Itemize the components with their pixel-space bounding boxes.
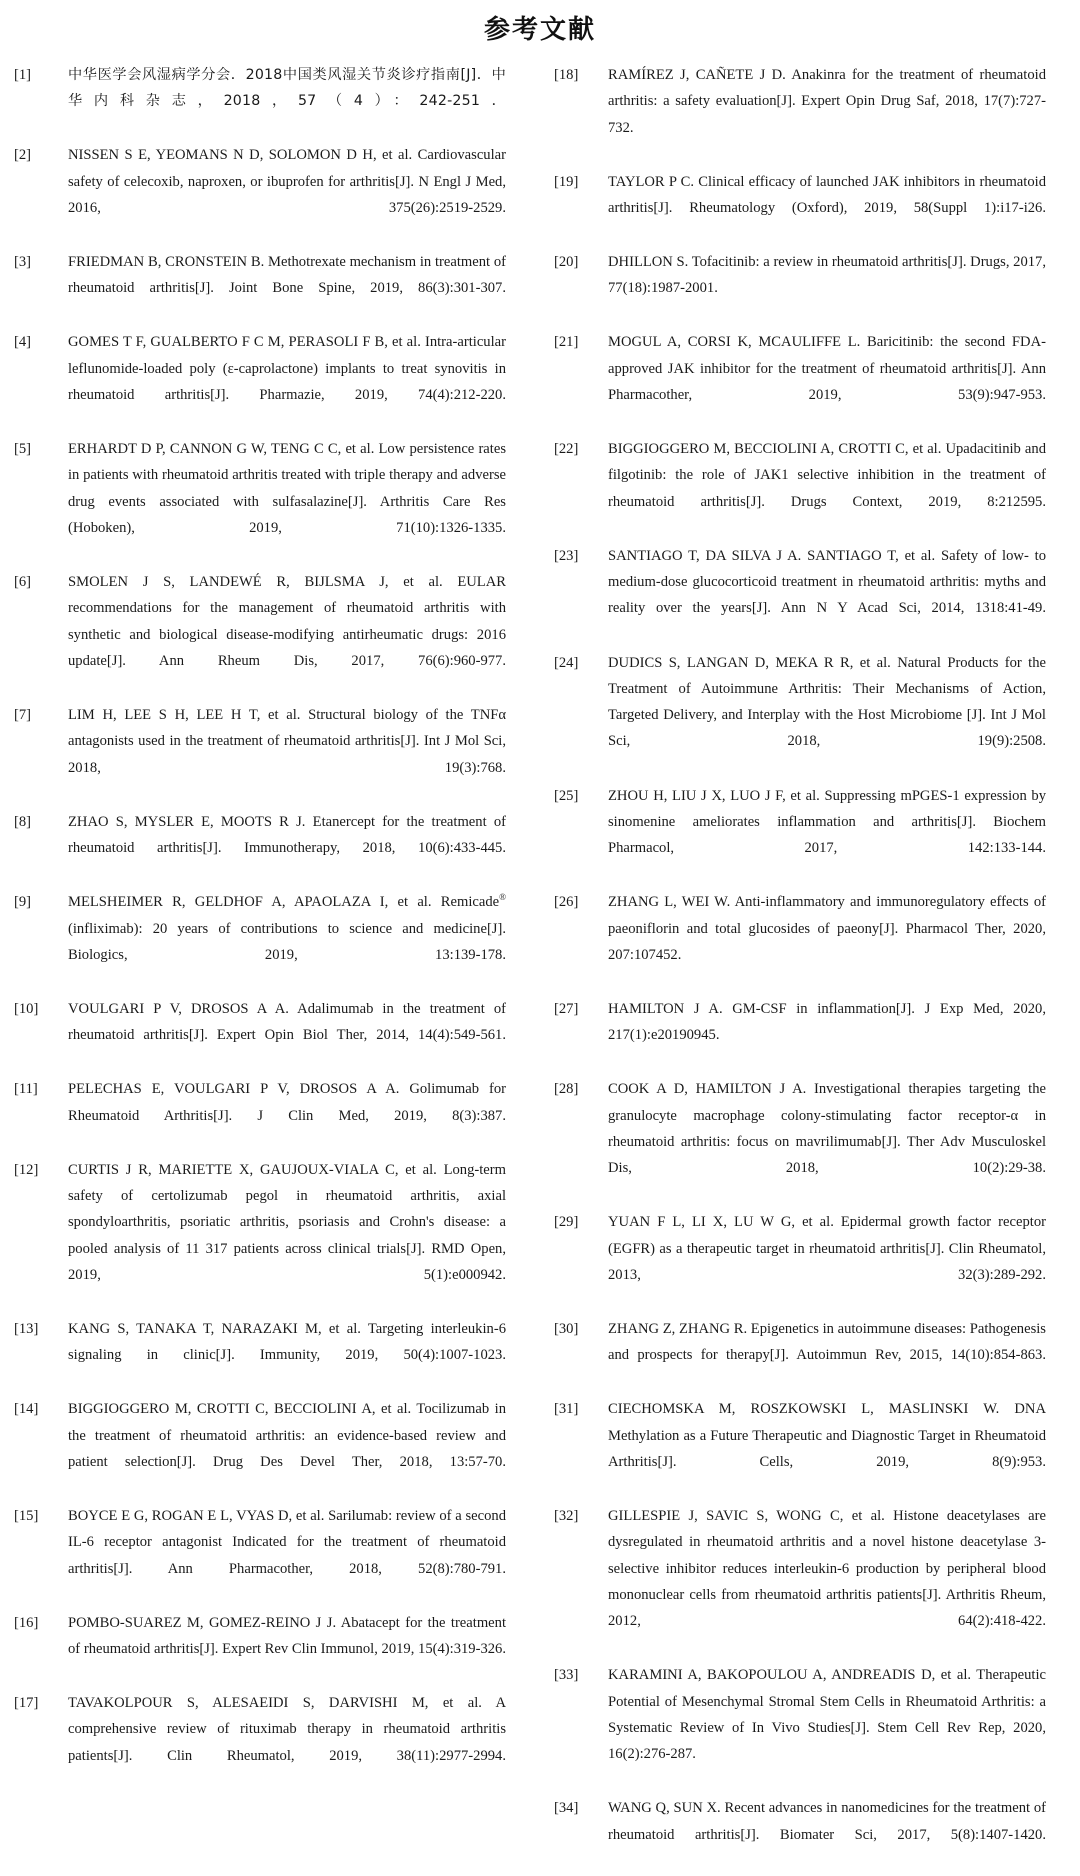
reference-text: VOULGARI P V, DROSOS A A. Adalimumab in the treatment of rheumatoid arthritis[J]. Expert Opin Biol Ther, 2014, 14(4):549-561. (68, 1000, 506, 1044)
reference-entry (554, 169, 1046, 248)
reference-number: [6] (14, 574, 32, 591)
reference-text: YUAN F L, LI X, LU W G, et al. Epidermal growth factor receptor (EGFR) as a therapeutic target in rheumatoid arthritis[J]. Clin Rheumatol, 2013, 32(3):289-292. (608, 1214, 1046, 1283)
reference-text: BIGGIOGGERO M, BECCIOLINI A, CROTTI C, et al. Upadacitinib and filgotinib: the role of JAK1 selective inhibition in the treatment of rheumatoid arthritis[J]. Drugs Context, 2019, 8:212595. (608, 441, 1046, 510)
reference-entry (14, 569, 506, 700)
reference-text: RAMÍREZ J, CAÑETE J D. Anakinra for the treatment of rheumatoid arthritis: a safety evaluation[J]. Expert Opin Drug Saf, 2018, 17(7):727-732. (608, 67, 1046, 136)
reference-number: [15] (14, 1508, 39, 1525)
reference-entry (554, 1076, 1046, 1207)
reference-entry (14, 702, 506, 807)
reference-entry (14, 249, 506, 328)
reference-entry (554, 783, 1046, 888)
reference-number: [12] (14, 1161, 39, 1178)
reference-text: COOK A D, HAMILTON J A. Investigational therapies targeting the granulocyte macrophage colony-stimulating factor receptor-α in rheumatoid arthritis: focus on mavrilimumab[J]. Ther Adv Musculoskel Dis, 2018, 10(2):29-38. (608, 1081, 1046, 1177)
reference-entry (554, 1795, 1046, 1874)
two-column-layout (0, 62, 1080, 1876)
reference-text: LIM H, LEE S H, LEE H T, et al. Structural biology of the TNFα antagonists used in the treatment of rheumatoid arthritis[J]. Int J Mol Sci, 2018, 19(3):768. (68, 707, 506, 776)
reference-entry (14, 1503, 506, 1608)
reference-number: [2] (14, 147, 32, 164)
reference-column-left (0, 62, 540, 1797)
reference-text: FRIEDMAN B, CRONSTEIN B. Methotrexate mechanism in treatment of rheumatoid arthritis[J]. Joint Bone Spine, 2019, 86(3):301-307. (68, 254, 506, 297)
reference-entry (14, 142, 506, 247)
reference-entry (14, 1610, 506, 1689)
reference-number: [17] (14, 1695, 39, 1712)
reference-text: TAYLOR P C. Clinical efficacy of launched JAK inhibitors in rheumatoid arthritis[J]. Rheumatology (Oxford), 2019, 58(Suppl 1):i17-i26. (608, 173, 1046, 216)
reference-number: [8] (14, 813, 32, 830)
page-title: 参考文献 (483, 15, 596, 45)
reference-text: ERHARDT D P, CANNON G W, TENG C C, et al. Low persistence rates in patients with rheumatoid arthritis treated with triple therapy and adverse drug events associated with sulfasalazine[J]. Arthritis Care Res (Hoboken), 2019, 71(10):1326-1335. (68, 441, 506, 537)
reference-number: [32] (554, 1508, 579, 1525)
reference-text: POMBO-SUAREZ M, GOMEZ-REINO J J. Abatacept for the treatment of rheumatoid arthritis[J]. Expert Rev Clin Immunol, 2019, 15(4):319-326. (68, 1614, 506, 1658)
reference-text: HAMILTON J A. GM-CSF in inflammation[J]. J Exp Med, 2020, 217(1):e20190945. (608, 1000, 1046, 1044)
reference-text: TAVAKOLPOUR S, ALESAEIDI S, DARVISHI M, et al. A comprehensive review of rituximab therapy in rheumatoid arthritis patients[J]. Clin Rheumatol, 2019, 38(11):2977-2994. (68, 1695, 506, 1764)
reference-text: ZHANG Z, ZHANG R. Epigenetics in autoimmune diseases: Pathogenesis and prospects for therapy[J]. Autoimmun Rev, 2015, 14(10):854-863. (608, 1320, 1046, 1364)
reference-text: CURTIS J R, MARIETTE X, GAUJOUX-VIALA C, et al. Long-term safety of certolizumab pegol in rheumatoid arthritis, axial spondyloarthritis, psoriatic arthritis, psoriasis and Crohn's disease: a pooled analysis of 11 317 patients across clinical trials[J]. RMD Open, 2019, 5(1):e000942. (68, 1161, 506, 1283)
reference-number: [28] (554, 1081, 579, 1098)
reference-number: [34] (554, 1800, 579, 1817)
reference-entry (554, 436, 1046, 541)
reference-text: PELECHAS E, VOULGARI P V, DROSOS A A. Golimumab for Rheumatoid Arthritis[J]. J Clin Med, 2019, 8(3):387. (68, 1081, 506, 1124)
reference-entry (554, 1662, 1046, 1793)
reference-number: [19] (554, 173, 579, 190)
reference-entry (554, 889, 1046, 994)
reference-number: [25] (554, 787, 579, 804)
reference-number: [20] (554, 254, 579, 271)
reference-number: [24] (554, 654, 579, 671)
reference-entry (554, 996, 1046, 1075)
reference-number: [9] (14, 894, 32, 911)
reference-number: [7] (14, 707, 32, 724)
reference-text: BOYCE E G, ROGAN E L, VYAS D, et al. Sarilumab: review of a second IL-6 receptor antagonist Indicated for the treatment of rheumatoid arthritis[J]. Ann Pharmacother, 2018, 52(8):780-791. (68, 1508, 506, 1577)
reference-text: SMOLEN J S, LANDEWÉ R, BIJLSMA J, et al. EULAR recommendations for the management of rheumatoid arthritis with synthetic and biological disease-modifying antirheumatic drugs: 2016 update[J]. Ann Rheum Dis, 2017, 76(6):960-977. (68, 574, 506, 670)
reference-number: [14] (14, 1401, 39, 1418)
reference-entry (554, 62, 1046, 167)
reference-number: [18] (554, 67, 579, 83)
reference-number: [3] (14, 254, 32, 271)
reference-entry (554, 1316, 1046, 1395)
reference-number: [13] (14, 1320, 39, 1337)
reference-number: [29] (554, 1214, 579, 1231)
reference-entry (14, 1316, 506, 1395)
reference-column-right (540, 62, 1080, 1876)
reference-number: [23] (554, 547, 579, 564)
reference-number: [30] (554, 1320, 579, 1337)
reference-number: [22] (554, 441, 579, 458)
reference-text: ZHOU H, LIU J X, LUO J F, et al. Suppressing mPGES-1 expression by sinomenine ameliorates inflammation and arthritis[J]. Biochem Pharmacol, 2017, 142:133-144. (608, 787, 1046, 857)
reference-entry (554, 1503, 1046, 1661)
reference-text: NISSEN S E, YEOMANS N D, SOLOMON D H, et al. Cardiovascular safety of celecoxib, naproxen, or ibuprofen for arthritis[J]. N Engl J Med, 2016, 375(26):2519-2529. (68, 147, 506, 216)
reference-entry (14, 1690, 506, 1795)
reference-text: KARAMINI A, BAKOPOULOU A, ANDREADIS D, et al. Therapeutic Potential of Mesenchymal Stromal Stem Cells in Rheumatoid Arthritis: a Systematic Review of In Vivo Studies[J]. Stem Cell Rev Rep, 2020, 16(2):276-287. (608, 1667, 1046, 1763)
reference-number: [27] (554, 1000, 579, 1017)
reference-entry (554, 650, 1046, 781)
reference-text: MELSHEIMER R, GELDHOF A, APAOLAZA I, et al. Remicade® (infliximab): 20 years of contributions to science and medicine[J]. Biologics, 2019, 13:139-178. (68, 892, 506, 963)
reference-number: [11] (14, 1081, 38, 1098)
reference-text: 中华医学会风湿病学分会．2018中国类风湿关节炎诊疗指南[J]．中华内科杂志，2018，57（4）：242-251． (68, 67, 506, 110)
reference-number: [1] (14, 67, 32, 83)
reference-text: BIGGIOGGERO M, CROTTI C, BECCIOLINI A, et al. Tocilizumab in the treatment of rheumatoid arthritis: an evidence-based review and patient selection[J]. Drug Des Devel Ther, 2018, 13:57-70. (68, 1401, 506, 1470)
reference-entry (14, 329, 506, 434)
reference-entry (14, 62, 506, 141)
reference-text: ZHANG L, WEI W. Anti-inflammatory and immunoregulatory effects of paeoniflorin and total glucosides of paeony[J]. Pharmacol Ther, 2020, 207:107452. (608, 894, 1046, 963)
reference-entry (554, 329, 1046, 434)
reference-number: [4] (14, 334, 32, 351)
reference-text: MOGUL A, CORSI K, MCAULIFFE L. Baricitinib: the second FDA-approved JAK inhibitor for the treatment of rheumatoid arthritis[J]. Ann Pharmacother, 2019, 53(9):947-953. (608, 334, 1046, 404)
reference-text: KANG S, TANAKA T, NARAZAKI M, et al. Targeting interleukin-6 signaling in clinic[J]. Immunity, 2019, 50(4):1007-1023. (68, 1320, 506, 1364)
reference-entry (14, 889, 506, 994)
reference-entry (14, 1076, 506, 1155)
reference-text: WANG Q, SUN X. Recent advances in nanomedicines for the treatment of rheumatoid arthritis[J]. Biomater Sci, 2017, 5(8):1407-1420. (608, 1800, 1046, 1843)
reference-entry (554, 1209, 1046, 1314)
reference-number: [5] (14, 441, 32, 458)
reference-number: [26] (554, 894, 579, 911)
reference-entry (554, 1396, 1046, 1501)
reference-text: ZHAO S, MYSLER E, MOOTS R J. Etanercept for the treatment of rheumatoid arthritis[J]. Immunotherapy, 2018, 10(6):433-445. (68, 813, 506, 857)
reference-text: CIECHOMSKA M, ROSZKOWSKI L, MASLINSKI W. DNA Methylation as a Future Therapeutic and Diagnostic Target in Rheumatoid Arthritis[J]. Cells, 2019, 8(9):953. (608, 1401, 1046, 1470)
reference-text: GOMES T F, GUALBERTO F C M, PERASOLI F B, et al. Intra-articular leflunomide-loaded poly (ε-caprolactone) implants to treat synovitis in rheumatoid arthritis[J]. Pharmazie, 2019, 74(4):212-220. (68, 334, 506, 404)
reference-entry (14, 436, 506, 567)
reference-entry (14, 996, 506, 1075)
reference-entry (554, 543, 1046, 648)
reference-number: [31] (554, 1401, 579, 1418)
reference-entry (554, 249, 1046, 328)
reference-text: SANTIAGO T, DA SILVA J A. SANTIAGO T, et al. Safety of low- to medium-dose glucocorticoid treatment in rheumatoid arthritis: myths and reality over the years[J]. Ann N Y Acad Sci, 2014, 1318:41-49. (608, 547, 1046, 617)
reference-number: [33] (554, 1667, 579, 1684)
reference-number: [21] (554, 334, 579, 351)
reference-text: DUDICS S, LANGAN D, MEKA R R, et al. Natural Products for the Treatment of Autoimmune Arthritis: Their Mechanisms of Action, Targeted Delivery, and Interplay with the Host Microbiome [J]. Int J Mol Sci, 2018, 19(9):2508. (608, 654, 1046, 750)
reference-text: GILLESPIE J, SAVIC S, WONG C, et al. Histone deacetylases are dysregulated in rheumatoid arthritis and a novel histone deacetylase 3-selective inhibitor reduces interleukin-6 production by peripheral blood mononuclear cells from rheumatoid arthritis patients[J]. Arthritis Rheum, 2012, 64(2):418-422. (608, 1508, 1046, 1630)
reference-entry (14, 809, 506, 888)
reference-entry (14, 1396, 506, 1501)
reference-number: [10] (14, 1000, 39, 1017)
reference-number: [16] (14, 1614, 39, 1631)
reference-entry (14, 1157, 506, 1315)
reference-text: DHILLON S. Tofacitinib: a review in rheumatoid arthritis[J]. Drugs, 2017, 77(18):1987-2001. (608, 254, 1046, 297)
